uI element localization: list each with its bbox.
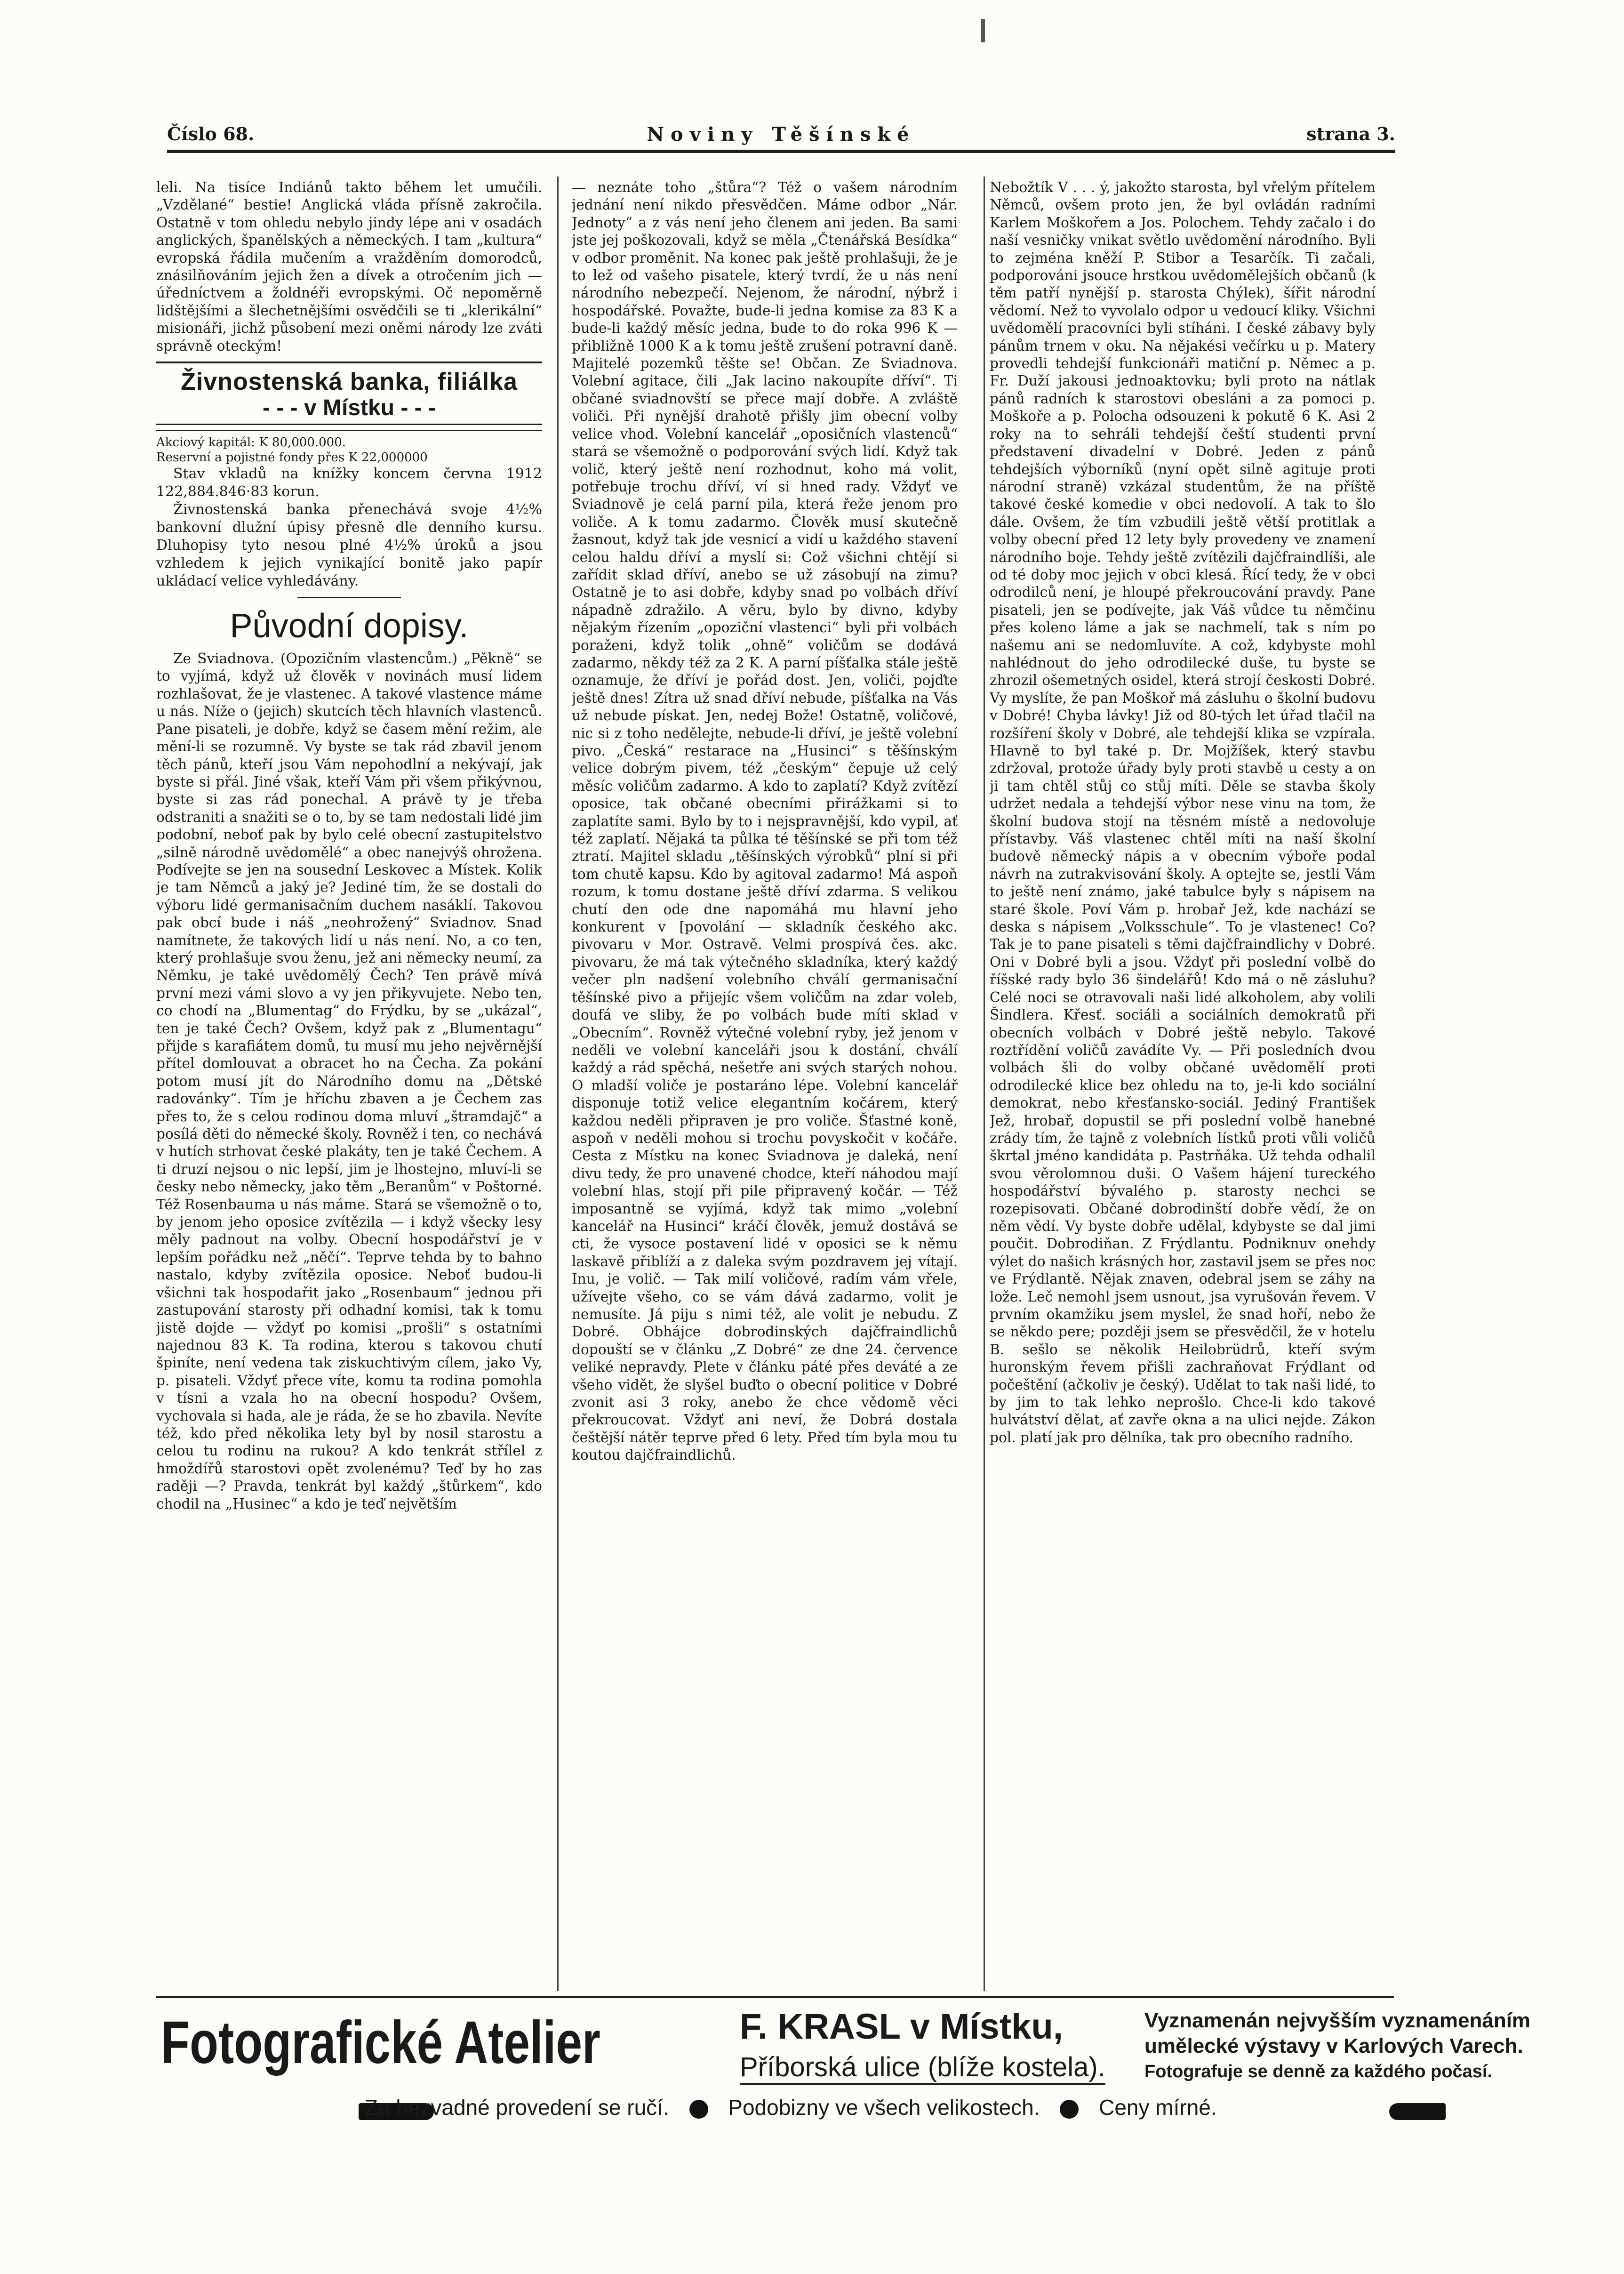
- bullet-icon: [689, 2100, 708, 2119]
- section-title: Původní dopisy.: [230, 607, 469, 645]
- column-2: [572, 179, 958, 1989]
- bank-title: Živnostenská banka, filiálka: [181, 368, 518, 396]
- page-number: strana 3.: [1306, 123, 1395, 145]
- letter-sviadnov: Ze Sviadnova. (Opozičním vlastencům.) „Pěkně“ se to vyjímá, když už člověk v novinách musí lidem rozhlašovat, že je vlastenec. A takové vlastence máme u nás. Níže o (jejich) skutcích těch hlavních vlastenců. Pane pisateli, je dobře, když se časem mění režim, ale mění-li se rozumně. Vy byste se tak rád zbavil jenom těch pánů, kteří jsou Vám nepohodlní a nekývají, jak byste si přál. Jiné však, kteří Vám při všem přikývnou, byste si zas rád ponechal. A právě ty je třeba odstraniti a snažiti se o to, by se tam nedostali lidé jim podobní, neboť pak by bylo celé obecní zastupitelstvo „silně národně uvědomělé“ a obec nanejvýš ohrožena. Podívejte se jen na sousední Leskovec a Místek. Kolik je tam Němců a jaký je? Jediné tím, že se dostali do výboru lidé germanisačním duchem nasáklí. Takovou pak obcí bude i náš „neohrožený“ Sviadnov. Snad namítnete, že takových lidí u nás není. No, a co ten, který prohlašuje svou ženu, jež ani německy neumí, za Němku, je také uvědomělý Čech? Ten právě mívá první mezi vámi slovo a vy jen přikyvujete. Nebo ten, co chodí na „Blumentag“ do Frýdku, by se „ukázal“, ten je také Čech? Ovšem, když pak z „Blumentagu“ přijde s karafiátem domů, tu musí mu jeho nejvěrnější přítel domlouvat a obracet ho na Čecha. Za pokání potom musí jít do Národního domu na „Dětské radovánky“. Tím je hříchu zbaven a je Čechem zas přes to, že s celou rodinou doma mluví „štramdajč“ a posílá děti do německé školy. Rovněž i ten, co nechává v hutích strhovat české plakáty, ten je také Čechem. A ti druzí nejsou o nic lepší, jim je lhostejno, mluví-li se česky nebo německy, jako těm „Beranům“ v Poštorné. Též Rosenbauma u nás máme. Stará se všemožně o to, by jenom jeho oposice zvítězila — i když všecky lesy měly padnout na volby. Obecní hospodářství je v lepším pořádku než „něčí“. Teprve tehda by to bahno nastalo, kdyby zvítězila oposice. Neboť budou-li všichni tak hospodařit jako „Rosenbaum“ jednou při zastupování starosty při odhadní komisi, tak k tomu jistě dojde — vždyť po komisi „prošli“ s ostatními najednou 83 K. Ta rodina, kterou s takovou chutí špiníte, není vedena tak ziskuchtivým cílem, jako Vy, p. pisateli. Vždyť přece víte, komu ta rodina pomohla v tísni a vzala ho na obecní hospodu? Ovšem, vychovala si hada, ale je ráda, že se ho zbavila. Nevíte též, kdo před několika lety byl by nosil starostu a celou tu rodinu na rukou? A kdo tenkrát střílel z hmoždířů starostovi opět zvolenému? Teď by ho zas raději —? Pravda, tenkrát byl každý „štůrkem“, kdo chodil na „Husinec“ a kdo je teď největším: [156, 651, 542, 1512]
- bank-rule: [156, 424, 542, 431]
- bank-deposits: Stav vkladů na knížky koncem června 1912 122,884.846·83 korun.: [156, 466, 542, 500]
- bank-reserves: Reservní a pojistné fondy přes K 22,000000: [156, 450, 428, 465]
- section-divider: [297, 597, 401, 598]
- bank-subtitle: - - - v Místku - - -: [263, 395, 436, 421]
- column-1: [156, 179, 542, 1989]
- column-2-text: — neznáte toho „štůra“? Též o vašem národním jednání není nikdo přesvědčen. Máme odbor „Nár. Jednoty“ a z vás není jeho členem ani jeden. Ba sami jste jej poškozovali, když se měla „Čtenářská Besídka“ v odbor proměnit. Na konec pak ještě prohlašuji, že je to lež od vašeho pisatele, který tvrdí, že u nás není národního nebezpečí. Nejenom, že národní, nýbrž i hospodářské. Považte, bude-li jedna komise za 83 K a bude-li každý měsíc jedna, bude to do roka 996 K — přibližně 1000 K a k tomu ještě zrušení potravní daně. Majitelé pozemků těšte se! Občan. Ze Sviadnova. Volební agitace, čili „Jak lacino nakoupíte dříví“. Ti občané sviadnovští se přece mají dobře. A zvláště voliči. Při nynější drahotě přišly jim obecní volby velice vhod. Volební kancelář „oposičních vlastenců“ stará se všemožně o podporování svých lidí. Když tak volič, který ještě není rozhodnut, koho má volit, potřebuje trochu dříví, ví si hned rady. Vždyť ve Sviadnově je celá parní pila, která řeže jenom pro voliče. A k tomu zadarmo. Člověk musí skutečně žasnout, když tak jde vesnicí a vidí u každého stavení celou haldu dříví a myslí si: Což všichni chtějí si zařídit sklad dříví, anebo se už zásobují na zimu? Ostatně je to asi dobře, kdyby snad po volbách dříví nápadně zdražilo. A věru, bylo by divno, kdyby nějakým řízením „opoziční vlastenci“ byli při volbách poraženi, když tolik „ohně“ voličům se dodává zadarmo, někdy též za 2 K. A parní píšťalka stále ještě oznamuje, že dříví je pořád dost. Jen, voliči, pojďte ještě dnes! Zítra už snad dříví nebude, píšťalka na Vás už nebude pískat. Jen, nedej Bože! Ostatně, voličové, nic si z toho nedělejte, nebude-li dříví, je ještě volební pivo. „Česká“ restarace na „Husinci“ s těšínským velice dobrým pivem, též „českým“ čepuje už celý měsíc voličům zadarmo. A kdo to zaplatí? Když zvítězí oposice, tak občané obecními přirážkami si to zaplatíte sami. Bylo by to i nejspravnější, kdo vypil, ať též zaplatí. Nějaká ta půlka té těšínské se při tom též ztratí. Majitel skladu „těšínských výrobků“ plní si při tom chutě kapsu. Kdo by agitoval zadarmo! Má aspoň rozum, k tomu dostane ještě dříví zdarma. S velikou chutí den ode dne napomáhá mu hlavní jeho konkurent v [povolání — skladník českého akc. pivovaru v Mor. Ostravě. Velmi prospívá čes. akc. pivovaru, že má tak výtečného skladníka, který každý večer pln nadšení volebního chválí germanisační těšínské pivo a přijejíc všem voličům na zdar voleb, doufá ve sliby, že po volbách bude míti sklad v „Obecním“. Rovněž výtečné volební ryby, jež jenom v neděli ve volební kanceláři jsou k dostání, chválí každý a rád spěchá, nešetře ani svých starých nohou. O mladší voliče je postaráno lépe. Volební kancelář disponuje totiž velice elegantním kočárem, který každou neděli připraven je pro voliče. Šťastné koně, aspoň v neděli mohou si trochu povyskočit v kočáře. Cesta z Místku na konec Sviadnova je daleká, není divu tedy, že pro unavené chodce, kteří náhodou mají volební hlas, stojí při pile připravený kočár. — Též imposantně se vyjímá, když tak mimo „volební kancelář na Husinci“ kráčí člověk, jemuž dostává se cti, že vysoce postavení lidé v oposici se k němu laskavě přiblíží a z daleka svým pozdravem jej vítají. Inu, je volič. — Tak milí voličové, radím vám vřele, užívejte všeho, co se vám dává zadarmo, volit je nemusíte. Já piju s nimi též, ale volit je nebudu. Z Dobré. Obhájce dobrodinských dajčfraindlichů dopouští se v článku „Z Dobré“ ze dne 24. července veliké nepravdy. Plete v článku páté přes deváté a ze všeho vidět, že slyšel buďto o obecní politice v Dobré zvonit asi 3 roky, anebo že chce vědomě věci překroucovat. Vždyť ani neví, že Dobrá dostala češtější nátěr teprve před 6 lety. Před tím byla mou tu koutou dajčfraindlichů.: [572, 179, 958, 1463]
- paper-title: Noviny Těšínské: [647, 123, 916, 145]
- ad-award-line-1: Vyznamenán nejvyšším vyznamenáním: [1144, 2009, 1531, 2032]
- scan-mark: [981, 19, 985, 42]
- ad-portraits: Podobizny ve všech velikostech.: [728, 2095, 1040, 2120]
- column-divider: [984, 177, 985, 1991]
- column-3-text: Nebožtík V . . . ý, jakožto starosta, byl vřelým přítelem Němců, ovšem proto jen, že byl ovládán radními Karlem Moškořem a Jos. Polochem. Tehdy začalo i do naší vesničky vnikat světlo uvědomění národního. Byli to zejména kněží P. Stibor a Tesarčík. Ti začali, podporováni jsouce hrstkou uvědomělejších občanů (k těm patří nynější p. starosta Chýlek), šířit národní vědomí. Než to vyvolalo odpor u vedoucí kliky. Všichni uvědomělí pracovníci byli stíháni. I české zábavy byly pánům trnem v oku. Na nějakési večírku u p. Matery provedli tehdejší funkcionáři matiční p. Němec a p. Fr. Duží jakousi jednoaktovku; byli proto na nátlak pánů radních k starostovi obesláni a za pomoci p. Moškoře a p. Polocha odsouzeni k pokutě 6 K. Asi 2 roky na to sehráli tehdejší čeští studenti první představení divadelní v Dobré. Jeden z pánů tehdejších výborníků (nyní opět silně agituje proti národní straně) vzkázal studentům, že na příště takové české komedie v obci nedovolí. A tak to šlo dále. Ovšem, že tím vzbudili ještě větší protitlak a volby obecní před 12 lety byly provedeny ve znamení národního boje. Tehdy ještě zvítězili dajčfraindlíši, ale od té doby moc jejich v obci klesá. Řící tedy, že v obci odrodilců není, je hloupé překroucování pravdy. Pane pisateli, jen se podívejte, jak Váš vůdce tu němčinu přes koleno láme a jak se nachmelí, tak s ním po našemu ani se nedomluvíte. A což, kdybyste mohl nahlédnout do jeho odrodilecké duše, tu byste se zhrozil ošemetných osidel, která strojí českosti Dobré. Vy myslíte, že pan Moškoř má zásluhu o školní budovu v Dobré! Chyba lávky! Již od 80-tých let úřad tlačil na rozšíření školy v Dobré, ale tehdejší klika se vzpírala. Hlavně to byl také p. Dr. Mojžíšek, který stavbu zdržoval, protože úřady byly proti stavbě u cesty a on ji tam chtěl stůj co stůj míti. Děle se stavba školy udržet nedala a tehdejší výbor nese vinu na tom, že školní budova stojí na těsném místě a nedovoluje přístavby. Váš vlastenec chtěl míti na naší školní budově německý nápis a v obecním výboře podal návrh na zutrakvisování školy. A optejte se, jestli Vám to ještě není známo, jaké tabulce byly s nápisem na staré škole. Poví Vám p. hrobař Jež, kde nachází se deska s nápisem „Volksschule“. To je vlastenec! Co? Tak je to pane pisateli s těmi dajčfraindlichy v Dobré. Oni v Dobré byli a jsou. Vždyť při poslední volbě do říšské rady bylo 36 šindelářů! Kdo má o ně zásluhu? Celé noci se otravovali naši lidé alkoholem, aby volili Šindlera. Křesť. sociáli a sociálních demokratů při obecních volbách v Dobré ještě nebylo. Takové roztřídění voličů zavádíte Vy. — Při posledních dvou volbách šli do volby občané uvědomělí proti odrodilecké klice bez ohledu na to, je-li kdo sociální demokrat, nebo křesťansko-sociál. Jediný František Jež, hrobař, dopustil se při poslední volbě hanebné zrády tím, že tajně z volebních lístků proti vůli voličů škrtal jméno kandidáta p. Pastrňáka. Už tehda odhalil svou věrolomnou duši. O Vašem hájení tureckého hospodářství bývalého p. starosty nechci se rozepisovati. Občané dobrodinští dobře vědí, že on něm vědí. Vy byste dobře udělal, kdybyste se dal jimi poučit. Dobrodiňan. Z Frýdlantu. Podniknuv onehdy výlet do našich krásných hor, zastavil jsem se přes noc ve Frýdlantě. Nějak znaven, odebral jsem se záhy na lože. Leč nemohl jsem usnout, jsa vyrušován řevem. V prvním okamžiku jsem myslel, že snad hoří, nebo že se někdo pere; později jsem se přesvědčil, že v hotelu B. sešlo se několik Heilobrüdrů, kteří svým huronským řevem přišli zachraňovat Frýdlant od počeštění (ačkoliv je český). Udělat to tak naši lidé, to by jim to tak lehko neprošlo. Chce-li kdo takové hulvátství dělat, ať zavře okna a na ulici nejde. Zákon pol. platí jak pro dělníka, tak pro obecního radního.: [990, 179, 1376, 1446]
- ad-headline: Fotografické Atelier: [161, 2009, 600, 2076]
- ad-hours: Fotografuje se denně za každého počasí.: [1144, 2062, 1493, 2081]
- ad-guarantee: Za bezvadné provedení se ručí.: [364, 2095, 669, 2120]
- column-3: [990, 179, 1376, 1989]
- ad-prices: Ceny mírné.: [1099, 2095, 1217, 2120]
- bank-bonds: Živnostenská banka přenechává svoje 4½% bankovní dlužní úpisy přesně dle denního kursu. Dluhopisy tyto nesou plné 4½% úroků a jsou vzhledem k jejich vynikající bonitě jako papír ukládací velice vyhledávány.: [156, 501, 542, 590]
- ad-owner-name: F. KRASL v Místku,: [740, 2007, 1063, 2047]
- ad-address: Příborská ulice (blíže kostela).: [740, 2051, 1105, 2085]
- bank-advertisement: [156, 362, 542, 590]
- column-divider: [557, 177, 559, 1991]
- header-rule: [167, 150, 1395, 153]
- intro-paragraph: leli. Na tisíce Indiánů takto během let umučili. „Vzdělané“ bestie! Anglická vláda přísně zakročila. Ostatně v tom ohledu nebylo jindy lépe ani v osadách anglických, španělských a německých. I tam „kultura“ evropská řádila mučením a vražděním domorodců, znásilňováním jejich žen a dívek a otročením jich — úředníctvem a žoldnéři evropskými. Oč nepoměrně lidštějšími a šlechetnějšími osvědčili se ti „klerikální“ misionáři, jichž působení mezi oněmi národy lze zváti správně oteckým!: [156, 179, 542, 354]
- bank-capital: Akciový kapitál: K 80,000.000.: [156, 435, 346, 450]
- page-header: [167, 123, 1395, 152]
- photo-atelier-advertisement: [156, 1996, 1531, 2128]
- pointing-hand-icon: [1389, 2103, 1446, 2120]
- ad-award-line-2: umělecké výstavy v Karlových Varech.: [1144, 2034, 1523, 2057]
- issue-number: Číslo 68.: [167, 123, 255, 145]
- ad-bottom-line: [264, 2095, 1217, 2120]
- ad-rule: [156, 1996, 1394, 1998]
- bullet-icon: [1060, 2100, 1079, 2119]
